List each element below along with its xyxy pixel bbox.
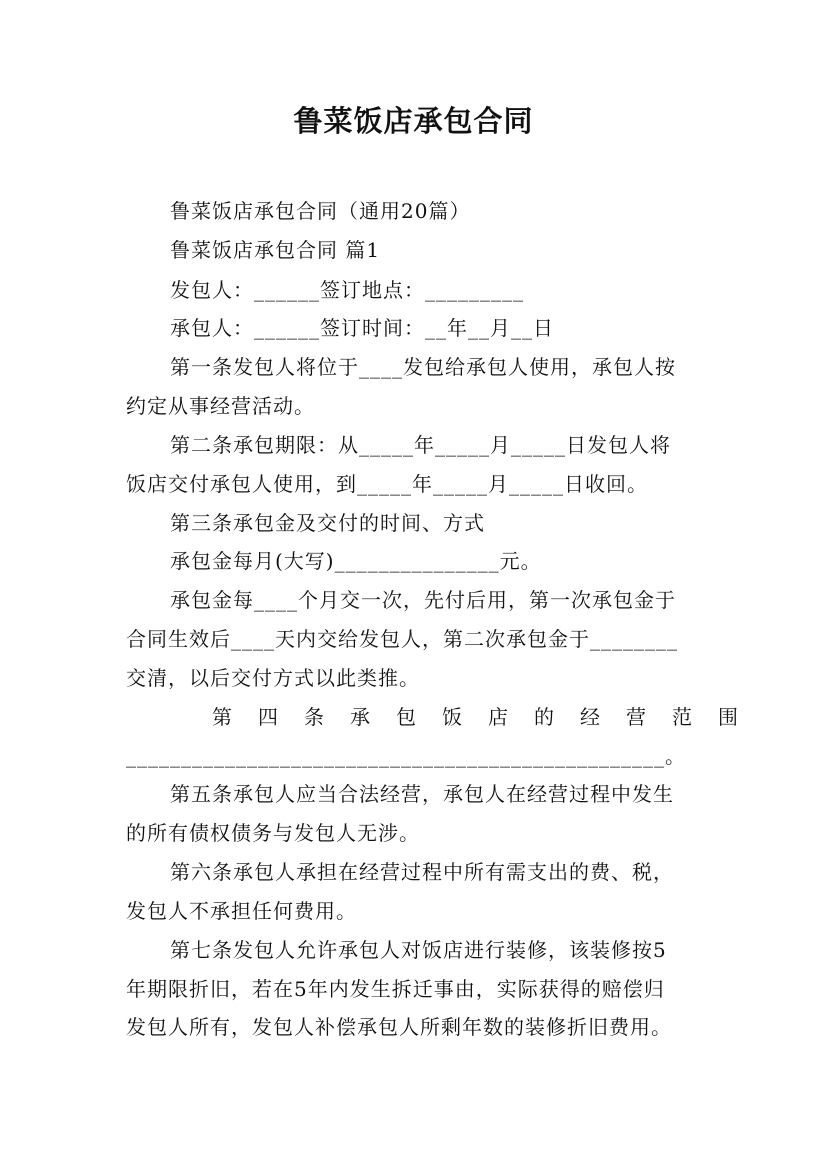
clause-line: 承包金每月(大写)_______________元。	[170, 549, 542, 573]
clause-line: 第五条承包人应当合法经营，承包人在经营过程中发生	[170, 782, 674, 806]
clause-line: 交清，以后交付方式以此类推。	[126, 666, 420, 690]
clause-line: 的所有债权债务与发包人无涉。	[126, 821, 420, 845]
page-title: 鲁菜饭店承包合同	[293, 104, 534, 138]
clause-line: 第三条承包金及交付的时间、方式	[170, 511, 485, 535]
clause-line: 发包人不承担任何费用。	[126, 899, 357, 923]
clause-line: 年期限折旧，若在5年内发生拆迁事由，实际获得的赔偿归	[126, 977, 665, 1001]
clause-line: 承包金每____个月交一次，先付后用，第一次承包金于	[170, 588, 676, 612]
clause-line: 发包人所有，发包人补偿承包人所剩年数的装修折旧费用。	[126, 1015, 672, 1039]
clause-line: 第一条发包人将位于____发包给承包人使用，承包人按	[170, 355, 676, 379]
clause-line: 合同生效后____天内交给发包人，第二次承包金于________	[126, 627, 678, 651]
section-heading: 鲁菜饭店承包合同 篇1	[170, 238, 381, 262]
contract-line: 发包人：______签订地点：_________	[170, 278, 524, 302]
contract-line: 承包人：______签订时间：__年__月__日	[170, 316, 554, 340]
clause-line: _________________________________________________。	[126, 744, 686, 768]
clause-line: 第二条承包期限：从_____年_____月_____日发包人将	[170, 433, 671, 457]
clause-line: 约定从事经营活动。	[126, 394, 315, 418]
clause-line: 饭店交付承包人使用，到_____年_____月_____日收回。	[126, 472, 648, 496]
clause-line: 第四条承包饭店的经营范围	[212, 705, 764, 729]
clause-line: 第六条承包人承担在经营过程中所有需支出的费、税，	[170, 860, 674, 884]
doc-subtitle: 鲁菜饭店承包合同（通用20篇）	[170, 199, 471, 223]
clause-line: 第七条发包人允许承包人对饭店进行装修，该装修按5	[170, 938, 667, 962]
